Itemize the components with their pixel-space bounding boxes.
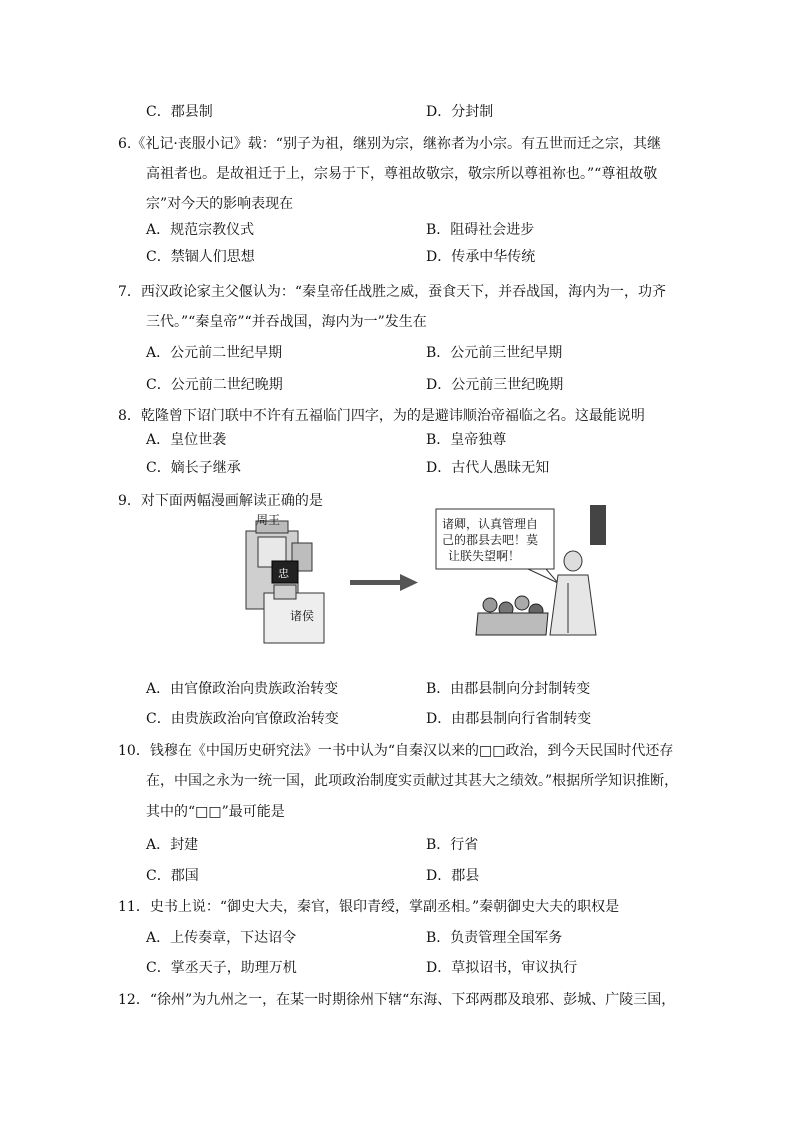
q11-stem-line1: 11．史书上说：“御史大夫，秦官，银印青绶，掌副丞相。”秦朝御史大夫的职权是 bbox=[118, 899, 620, 915]
q8-option-c: C．嫡长子继承 bbox=[146, 460, 241, 476]
q8-option-d: D．古代人愚昧无知 bbox=[426, 460, 550, 476]
q6-option-c: C．禁锢人们思想 bbox=[146, 249, 255, 265]
q5-option-d: D．分封制 bbox=[426, 104, 494, 120]
q10-option-c: C．郡国 bbox=[146, 868, 199, 884]
q7-option-b: B．公元前三世纪早期 bbox=[426, 345, 563, 361]
q10-option-b: B．行省 bbox=[426, 837, 479, 853]
right-arrow-icon bbox=[350, 573, 420, 593]
speech-bubble-line2: 己的郡县去吧！莫 bbox=[442, 533, 539, 547]
q9-cartoon-figure bbox=[228, 505, 608, 645]
q11-option-c: C．掌丞天子，助理万机 bbox=[146, 960, 297, 976]
q8-option-a: A．皇位世袭 bbox=[146, 432, 227, 448]
cartoon-badge-loyalty: 忠 bbox=[278, 567, 289, 580]
q7-stem-line1: 7．西汉政论家主父偃认为：“秦皇帝任战胜之威，蚕食天下，并吞战国，海内为一，功齐 bbox=[118, 284, 667, 300]
q11-option-d: D．草拟诏书，审议执行 bbox=[426, 960, 578, 976]
q7-stem-line2: 三代。”“秦皇帝”“并吞战国，海内为一”发生在 bbox=[146, 314, 427, 330]
q10-option-d: D．郡县 bbox=[426, 868, 480, 884]
q9-option-d: D．由郡县制向行省制转变 bbox=[426, 711, 592, 727]
cartoon-label-king: 周王 bbox=[256, 513, 281, 527]
q9-option-c: C．由贵族政治向官僚政治转变 bbox=[146, 711, 339, 727]
q6-stem-line2: 高祖者也。是故祖迁于上，宗易于下，尊祖故敬宗，敬宗所以尊祖祢也。”“尊祖故敬 bbox=[146, 166, 658, 182]
q7-option-a: A．公元前二世纪早期 bbox=[146, 345, 283, 361]
q9-option-a: A．由官僚政治向贵族政治转变 bbox=[146, 681, 339, 697]
q8-stem-line1: 8．乾隆曾下诏门联中不许有五福临门四字，为的是避讳顺治帝福临之名。这最能说明 bbox=[118, 408, 645, 424]
q11-option-a: A．上传奏章，下达诏令 bbox=[146, 930, 297, 946]
cartoon-label-vassal: 诸侯 bbox=[290, 609, 315, 623]
q8-option-b: B．皇帝独尊 bbox=[426, 432, 507, 448]
speech-bubble-line1: 诸卿，认真管理自 bbox=[442, 517, 539, 531]
king-vassal-cartoon bbox=[234, 505, 344, 645]
q12-stem-line1: 12．“徐州”为九州之一，在某一时期徐州下辖“东海、下邳两郡及琅邪、彭城、广陵三国， bbox=[118, 992, 676, 1008]
q7-option-c: C．公元前二世纪晚期 bbox=[146, 377, 283, 393]
q6-stem-line3: 宗”对今天的影响表现在 bbox=[146, 196, 294, 212]
q10-option-a: A．封建 bbox=[146, 837, 199, 853]
q6-option-b: B．阻碍社会进步 bbox=[426, 222, 535, 238]
speech-bubble-line3: 让朕失望啊！ bbox=[448, 549, 521, 563]
q10-stem-line2: 在，中国之永为一统一国，此项政治制度实贡献过其甚大之绩效。”根据所学知识推断， bbox=[146, 773, 679, 789]
q6-option-d: D．传承中华传统 bbox=[426, 249, 536, 265]
q11-option-b: B．负责管理全国军务 bbox=[426, 930, 563, 946]
q5-option-c: C．郡县制 bbox=[146, 104, 213, 120]
q6-stem-line1: 6.《礼记·丧服小记》载：“别子为祖，继别为宗，继祢者为小宗。有五世而迁之宗，其继 bbox=[118, 136, 661, 152]
q7-option-d: D．公元前三世纪晚期 bbox=[426, 377, 564, 393]
q6-option-a: A．规范宗教仪式 bbox=[146, 222, 255, 238]
q9-stem-line1: 9．对下面两幅漫画解读正确的是 bbox=[118, 493, 323, 509]
q10-stem-line1: 10．钱穆在《中国历史研究法》一书中认为“自秦汉以来的□□政治，到今天民国时代还存 bbox=[118, 743, 674, 759]
q9-option-b: B．由郡县制向分封制转变 bbox=[426, 681, 591, 697]
q10-stem-line3: 其中的“□□”最可能是 bbox=[146, 804, 285, 820]
